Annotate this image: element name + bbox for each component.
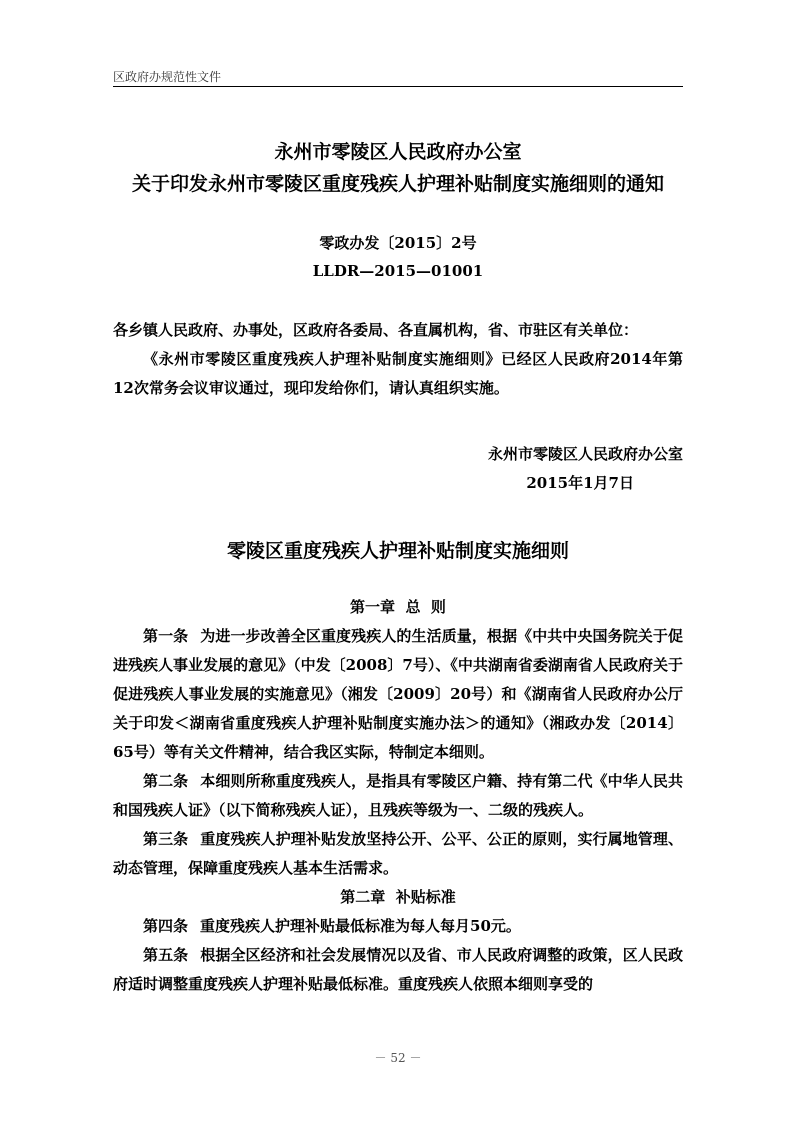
article-2-label: 第二条 <box>143 772 189 790</box>
article-1 <box>113 622 683 767</box>
article-1-text: 为进一步改善全区重度残疾人的生活质量，根据《中共中央国务院关于促进残疾人事业发展的意见》（中发〔2008〕7号）、《中共湖南省委湖南省人民政府关于促进残疾人事业发展的实施意见》（湘发〔2009〕20号）和《湖南省人民政府办公厅关于印发＜湖南省重度残疾人护理补贴制度实施办法＞的通知》（湘政办发〔2014〕65号）等有关文件精神，结合我区实际，特制定本细则。 <box>113 627 683 761</box>
rules-body <box>113 593 683 999</box>
chapter-1-heading: 第一章 总 则 <box>350 598 446 616</box>
notice-addressee: 各乡镇人民政府、办事处，区政府各委局、各直属机构，省、市驻区有关单位： <box>113 321 639 339</box>
page-number: － 52 － <box>374 1051 422 1065</box>
article-5 <box>113 941 683 999</box>
document-number: 零政办发〔2015〕2号 <box>319 234 477 252</box>
running-header: 区政府办规范性文件 <box>113 70 222 84</box>
title-line-1: 永州市零陵区人民政府办公室 <box>274 141 522 163</box>
article-4-text: 重度残疾人护理补贴最低标准为每人每月50元。 <box>200 917 521 935</box>
registration-number: LLDR—2015—01001 <box>312 262 484 280</box>
article-2-text: 本细则所称重度残疾人，是指具有零陵区户籍、持有第二代《中华人民共和国残疾人证》（以下简称残疾人证），且残疾等级为一、二级的残疾人。 <box>113 772 683 819</box>
title-line-2: 关于印发永州市零陵区重度残疾人护理补贴制度实施细则的通知 <box>131 173 664 195</box>
article-5-text: 根据全区经济和社会发展情况以及省、市人民政府调整的政策，区人民政府适时调整重度残疾人护理补贴最低标准。重度残疾人依照本细则享受的 <box>113 946 683 993</box>
signature-org: 永州市零陵区人民政府办公室 <box>487 445 683 463</box>
notice-body <box>113 316 683 403</box>
article-3-text: 重度残疾人护理补贴发放坚持公开、公平、公正的原则，实行属地管理、动态管理，保障重度残疾人基本生活需求。 <box>113 830 683 877</box>
chapter-2-heading: 第二章 补贴标准 <box>340 888 456 906</box>
article-2 <box>113 767 683 825</box>
article-1-label: 第一条 <box>143 627 189 645</box>
article-3-label: 第三条 <box>143 830 189 848</box>
notice-paragraph: 《永州市零陵区重度残疾人护理补贴制度实施细则》已经区人民政府2014年第12次常务会议审议通过，现印发给你们，请认真组织实施。 <box>113 350 683 397</box>
signature-date: 2015年1月7日 <box>526 474 634 492</box>
header-divider <box>113 86 683 87</box>
article-4 <box>113 912 683 941</box>
document-title <box>113 136 683 200</box>
article-5-label: 第五条 <box>143 946 189 964</box>
article-4-label: 第四条 <box>143 917 189 935</box>
rules-title: 零陵区重度残疾人护理补贴制度实施细则 <box>226 540 569 562</box>
article-3 <box>113 825 683 883</box>
